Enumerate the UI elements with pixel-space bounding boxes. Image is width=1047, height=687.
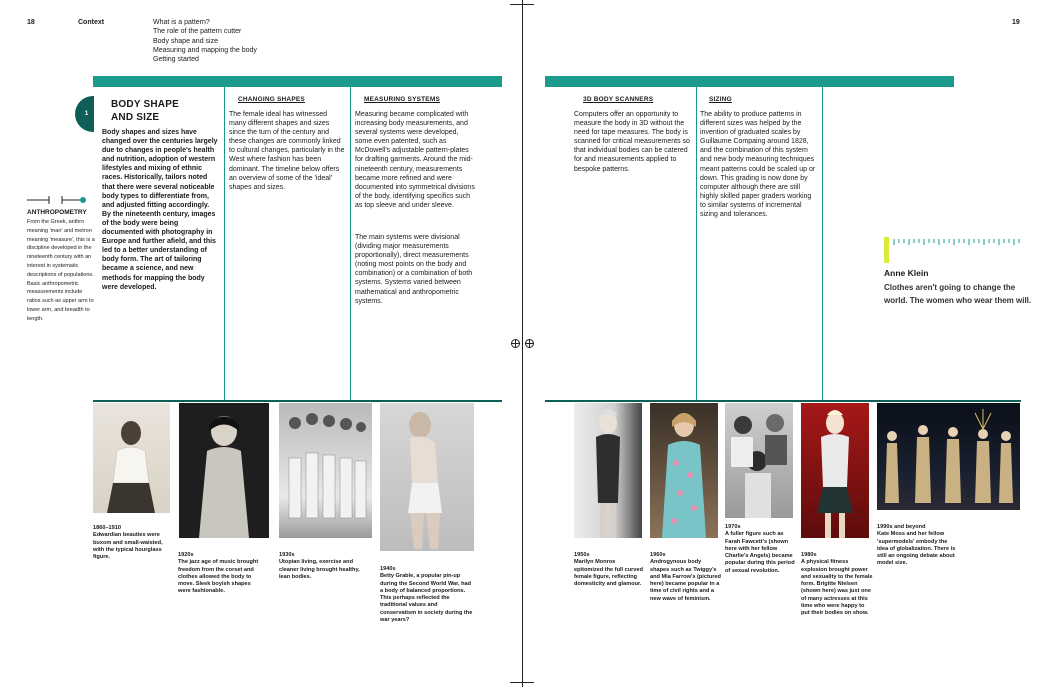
photo-1970s — [725, 403, 793, 518]
changing-shapes-heading: CHANGING SHAPES — [238, 96, 305, 103]
column-divider — [696, 87, 697, 401]
photo-1950s — [574, 403, 642, 538]
section-number-badge: 1 — [75, 96, 94, 132]
nav-item[interactable]: The role of the pattern cutter — [153, 28, 242, 36]
caption-1950s: 1950s Marilyn Monroe epitomized the full curved female figure, reflecting domesticity and glamour. — [574, 552, 643, 588]
photo-1930s — [279, 403, 372, 538]
column-divider — [350, 87, 351, 401]
section-label: Context — [78, 19, 105, 26]
header-bar-left — [93, 76, 502, 87]
body-scanners-heading: 3D BODY SCANNERS — [583, 96, 654, 103]
sidebar-heading: ANTHROPOMETRY — [27, 209, 87, 216]
nav-item[interactable]: Measuring and mapping the body — [153, 46, 257, 54]
caption-1930s: 1930s Utopian living, exercise and cleaner living brought healthy, lean bodies. — [279, 552, 360, 580]
measuring-systems-text-2: The main systems were divisional (dividing major measurements proportionally), direct measurements (noting most points on the body and combination) or a combination of both systems. Systems varied between mathematical and anthropometric systems. — [355, 234, 473, 305]
page-title: BODY SHAPE AND SIZE — [111, 99, 179, 123]
body-scanners-text: Computers offer an opportunity to measure the body in 3D without the need for tape measures. The body is scanned for critical measurements so that individual bodies can be catered for and measurements applied to bespoke patterns. — [574, 111, 690, 173]
column-divider — [224, 87, 225, 401]
sidebar-ruler-icon — [27, 194, 89, 206]
changing-shapes-text: The female ideal has witnessed many different shapes and sizes since the turn of the century and these changes are commonly linked to cultural changes, particularly in the West where fashion has been dominant. The timeline below offers an overview of some of the 'ideal' shapes and sizes. — [229, 111, 345, 191]
caption-1860s: 1860–1910 Edwardian beauties were buxom and small-waisted, with the typical hourglass figure. — [93, 525, 163, 561]
caption-1920s: 1920s The jazz age of music brought freedom from the corset and clothes allowed the body to move. Sleek boyish shapes were fashionable. — [178, 552, 259, 595]
sizing-text: The ability to produce patterns in different sizes was helped by the invention of graduated scales by Guillaume Compaing around 1828, and the combination of this system and new body measuring techniques meant patterns could be scaled up or down. This grading is now done by computer although there are still highly skilled paper graders working to similar systems of incremental sizing and tolerances. — [700, 111, 816, 219]
photo-1990s — [877, 403, 1020, 510]
caption-1940s: 1940s Betty Grable, a popular pin-up during the Second World War, had a body of balanced proportions. This perhaps reflected the traditional values and conservatism in society during the war years? — [380, 566, 473, 624]
caption-1960s: 1960s Androgynous body shapes such as Twiggy's and Mia Farrow's (pictured here) became popular in a time of civil rights and a new wave of feminism. — [650, 552, 721, 602]
tape-measure-icon — [884, 237, 1024, 263]
photo-1960s — [650, 403, 718, 538]
page-number-right: 19 — [1012, 19, 1020, 26]
page-gutter — [522, 0, 523, 687]
crop-mark-top — [510, 4, 534, 5]
quote-text: Clothes aren't going to change the world. The women who wear them will. — [884, 283, 1032, 305]
registration-mark-left — [511, 339, 520, 348]
caption-1990s: 1990s and beyond Kate Moss and her fellow 'supermodels' embody the idea of globalization. There is still an ongoing debate about model size. — [877, 524, 956, 567]
nav-item[interactable]: What is a pattern? — [153, 19, 210, 26]
timeline-rule-left — [93, 400, 502, 402]
measuring-systems-text-1: Measuring became complicated with increasing body measurements, and several systems were developed, some even patented, such as McDowell's adjustable pattern-plates for drafting garments. Around the mid-nineteenth century, measurements became more refined and were documented into symmetrical divisions of the body, identifying specifics such as top sleeve and under sleeve. — [355, 111, 475, 209]
nav-item[interactable]: Body shape and size — [153, 37, 218, 45]
photo-1940s — [380, 403, 474, 551]
intro-text: Body shapes and sizes have changed over the centuries largely due to changes in people's health and nutrition, adoption of western lifestyles and mixing of ethnic races. Historically, tailors noted that there were several noticeable body types to differentiate from, and adjusted fitting accordingly. By the nineteenth century, images of the body were being documented with photography in Europe and further afield, and this led to a better understanding of body form. The art of tailoring became a science, and new methods for mapping the body were developed. — [102, 129, 218, 291]
crop-mark-bottom — [510, 682, 534, 683]
registration-mark-right — [525, 339, 534, 348]
photo-1860s — [93, 403, 170, 513]
header-bar-right — [545, 76, 954, 87]
page-number-left: 18 — [27, 19, 35, 26]
timeline-rule-right — [545, 400, 1021, 402]
sidebar-text: From the Greek, anthro meaning 'man' and metron meaning 'measure', this is a discipline developed in the nineteenth century with an interest in systematic descriptions of populations. Basic anthropometric measurements include ratios such as upper arm to lower arm, and breadth to length. — [27, 219, 95, 322]
caption-1970s: 1970s A fuller figure such as Farah Fawcett's (shown here with her fellow Charlie's Angels) became popular during this period of sexual revolution. — [725, 524, 795, 574]
measuring-systems-heading: MEASURING SYSTEMS — [364, 96, 440, 103]
caption-1980s: 1980s A physical fitness explosion brought power and sexuality to the female form. Brigitte Nielsen (shown here) was just one of many actresses at this time who were happy to put their bodies on show. — [801, 552, 873, 617]
quote-author: Anne Klein — [884, 268, 929, 278]
column-divider — [822, 87, 823, 401]
sizing-heading: SIZING — [709, 96, 732, 103]
nav-item[interactable]: Getting started — [153, 56, 199, 64]
chapter-nav — [153, 18, 257, 64]
photo-1980s — [801, 403, 869, 538]
photo-1920s — [179, 403, 269, 538]
